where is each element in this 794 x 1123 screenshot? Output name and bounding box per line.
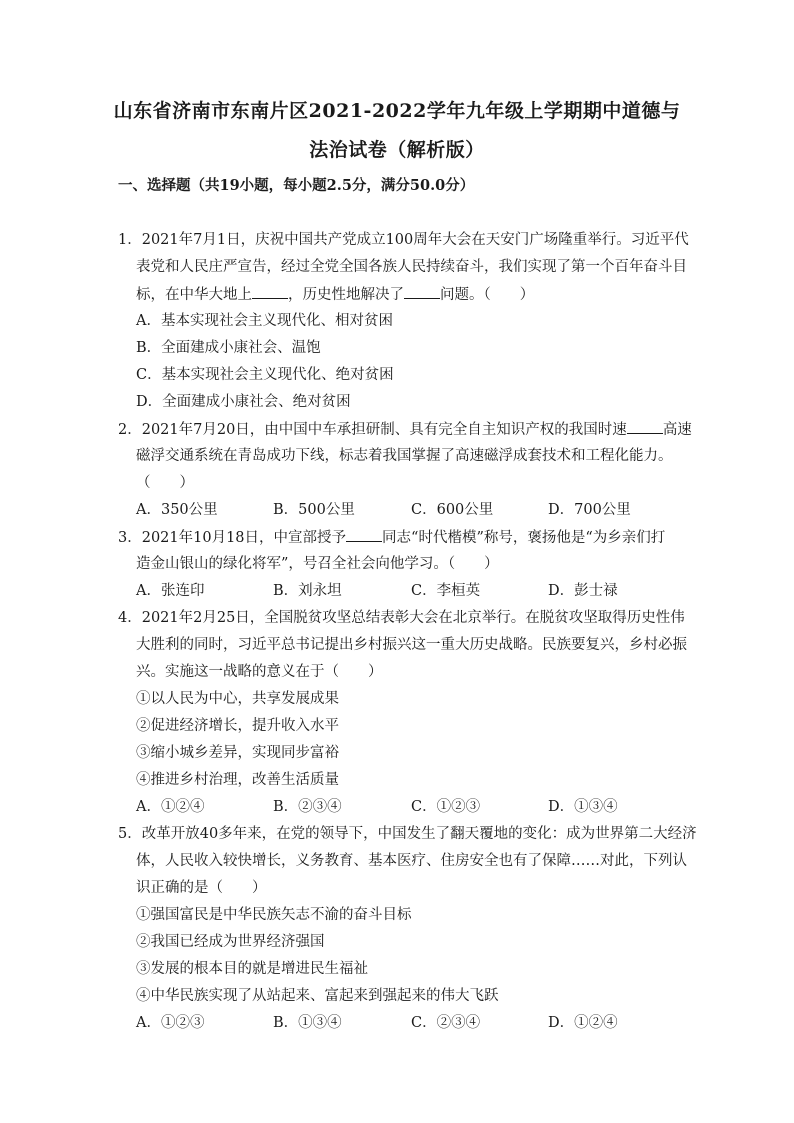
answer-blank (346, 527, 382, 542)
q2-stem-line-1 (118, 419, 692, 440)
answer-blank (252, 284, 288, 299)
answer-blank (404, 284, 440, 299)
q1-stem-part-c: 问题。（ ） (440, 287, 535, 303)
q3-stem-part-a: 3．2021年10月18日，中宣部授予 (118, 530, 347, 546)
q5-statement-2: ②我国已经成为世界经济强国 (136, 934, 325, 950)
q2-option-c[interactable]: C．600公里 (411, 502, 494, 518)
q3-option-d[interactable]: D．彭士禄 (548, 583, 618, 599)
q1-option-b[interactable]: B．全面建成小康社会、温饱 (136, 340, 321, 356)
q5-stem-line-3: 识正确的是（ ） (136, 880, 267, 896)
q1-option-c[interactable]: C．基本实现社会主义现代化、绝对贫困 (136, 367, 394, 383)
q3-stem-line-1 (118, 527, 665, 548)
q4-statement-1: ①以人民为中心，共享发展成果 (136, 691, 339, 707)
q2-option-b[interactable]: B．500公里 (273, 502, 355, 518)
q5-statement-1: ①强国富民是中华民族矢志不渝的奋斗目标 (136, 907, 412, 923)
page-title-line-2: 法治试卷（解析版） (309, 139, 485, 161)
answer-blank (627, 419, 663, 434)
q1-stem-line-1: 1．2021年7月1日，庆祝中国共产党成立100周年大会在天安门广场隆重举行。习近平代 (118, 232, 689, 248)
q1-stem-part-b: ，历史性地解决了 (288, 287, 404, 303)
q5-stem-line-1: 5．改革开放40多年来，在党的领导下，中国发生了翻天覆地的变化：成为世界第二大经济 (118, 826, 697, 842)
q2-option-d[interactable]: D．700公里 (548, 502, 631, 518)
q4-statement-2: ②促进经济增长，提升收入水平 (136, 718, 339, 734)
q1-option-a[interactable]: A．基本实现社会主义现代化、相对贫困 (136, 313, 393, 329)
q4-option-a[interactable]: A．①②④ (136, 799, 205, 815)
q5-option-a[interactable]: A．①②③ (136, 1015, 205, 1031)
q3-stem-line-2: 造金山银山的绿化将军”，号召全社会向他学习。（ ） (136, 556, 499, 572)
q1-stem-part-a: 标，在中华大地上 (136, 287, 252, 303)
q1-option-d[interactable]: D．全面建成小康社会、绝对贫困 (136, 394, 351, 410)
q3-stem-part-b: 同志“时代楷模”称号，褒扬他是“为乡亲们打 (382, 530, 666, 546)
q5-option-c[interactable]: C．②③④ (411, 1015, 481, 1031)
q4-statement-3: ③缩小城乡差异，实现同步富裕 (136, 745, 339, 761)
q4-stem-line-2: 大胜利的同时，习近平总书记提出乡村振兴这一重大历史战略。民族要复兴，乡村必振 (136, 637, 687, 653)
q2-stem-line-2: 磁浮交通系统在青岛成功下线，标志着我国掌握了高速磁浮成套技术和工程化能力。 (136, 448, 673, 464)
q5-stem-line-2: 体，人民收入较快增长，义务教育、基本医疗、住房安全也有了保障……对此，下列认 (136, 853, 687, 869)
q3-option-b[interactable]: B．刘永坦 (273, 583, 342, 599)
q4-option-c[interactable]: C．①②③ (411, 799, 481, 815)
q3-option-a[interactable]: A．张连印 (136, 583, 205, 599)
page-title-line-1: 山东省济南市东南片区2021-2022学年九年级上学期期中道德与 (113, 100, 681, 122)
q4-statement-4: ④推进乡村治理，改善生活质量 (136, 772, 339, 788)
q1-stem-line-3 (136, 284, 534, 305)
q5-statement-3: ③发展的根本目的就是增进民生福祉 (136, 961, 368, 977)
q5-statement-4: ④中华民族实现了从站起来、富起来到强起来的伟大飞跃 (136, 988, 499, 1004)
q2-stem-part-a: 2．2021年7月20日，由中国中车承担研制、具有完全自主知识产权的我国时速 (118, 422, 627, 438)
section-heading: 一、选择题（共19小题，每小题2.5分，满分50.0分） (118, 177, 475, 194)
q2-option-a[interactable]: A．350公里 (136, 502, 218, 518)
q3-option-c[interactable]: C．李桓英 (411, 583, 481, 599)
q4-option-d[interactable]: D．①③④ (548, 799, 618, 815)
q2-stem-part-b: 高速 (662, 422, 692, 438)
q4-option-b[interactable]: B．②③④ (273, 799, 342, 815)
q4-stem-line-1: 4．2021年2月25日，全国脱贫攻坚总结表彰大会在北京举行。在脱贫攻坚取得历史性伟 (118, 610, 685, 626)
q5-option-b[interactable]: B．①③④ (273, 1015, 342, 1031)
q1-stem-line-2: 表党和人民庄严宣告，经过全党全国各族人民持续奋斗，我们实现了第一个百年奋斗目 (136, 259, 687, 275)
q2-stem-line-3: （ ） (136, 475, 194, 491)
q5-option-d[interactable]: D．①②④ (548, 1015, 618, 1031)
q4-stem-line-3: 兴。实施这一战略的意义在于（ ） (136, 664, 383, 680)
